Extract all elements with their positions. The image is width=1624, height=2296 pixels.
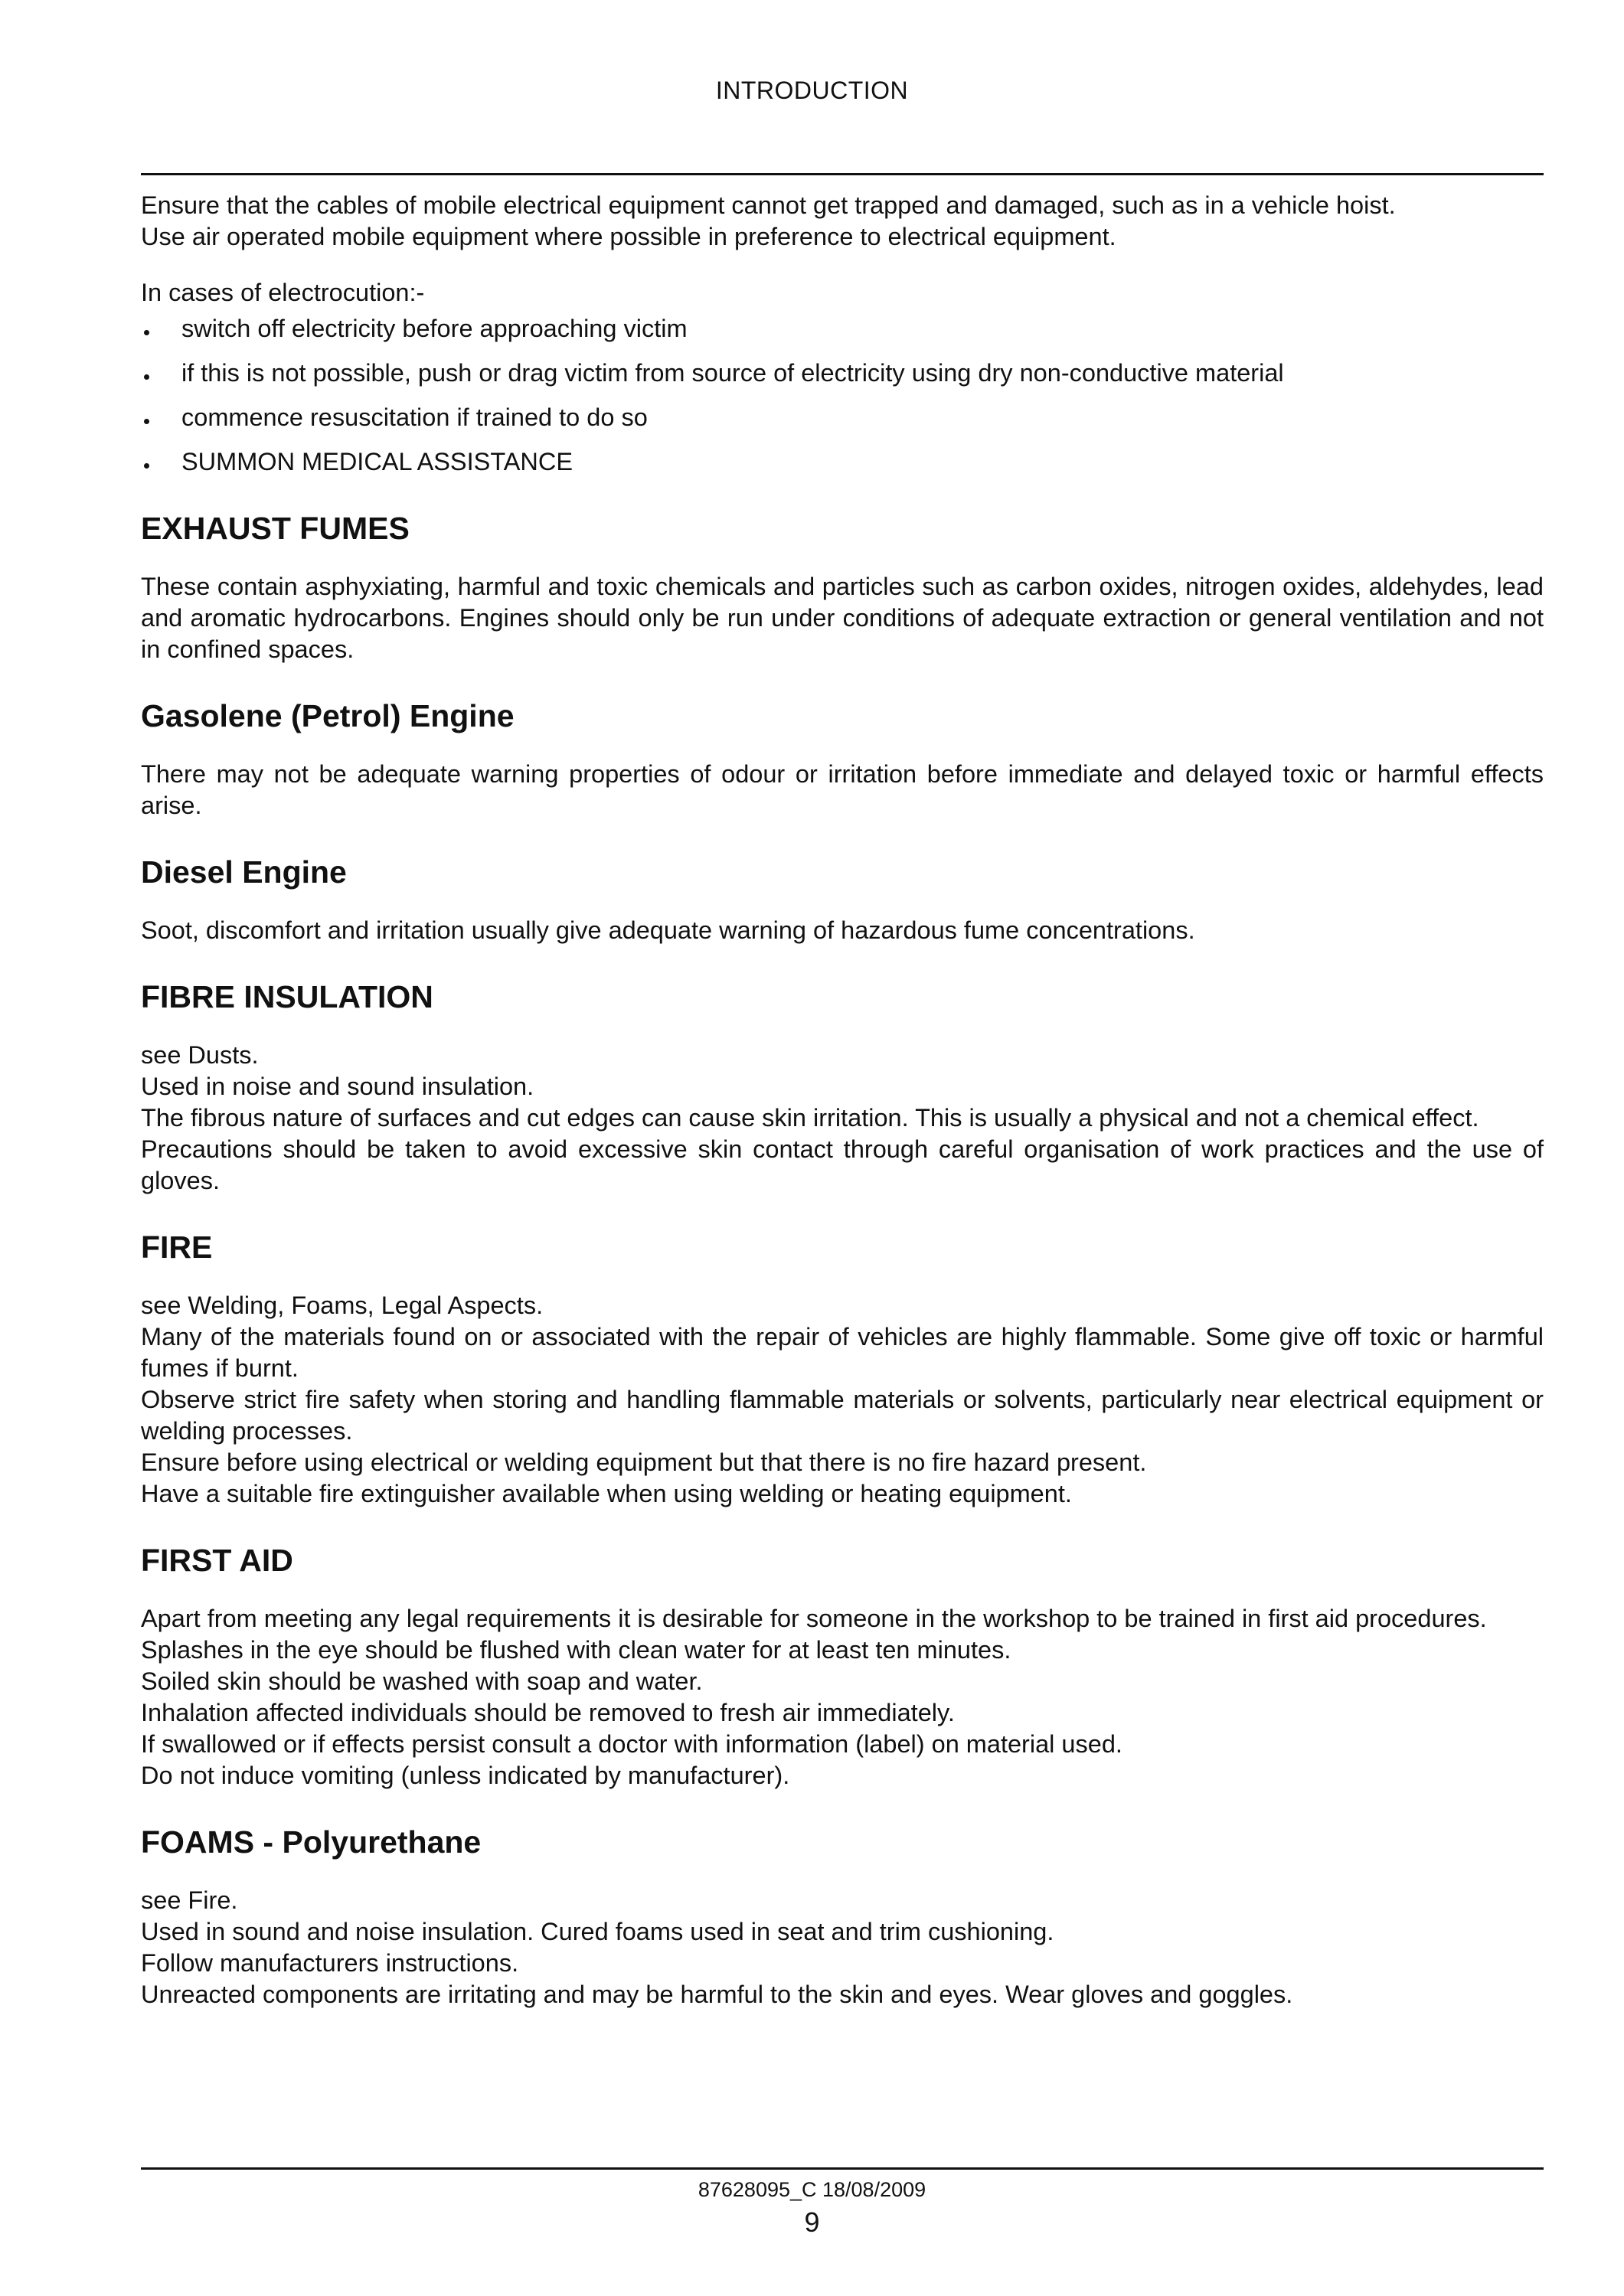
paragraph: Do not induce vomiting (unless indicated by manufacturer).	[141, 1762, 790, 1789]
electrocution-list	[141, 313, 1544, 478]
paragraph: There may not be adequate warning properties of odour or irritation before immediate and delayed toxic or harmful effects arise.	[141, 760, 1544, 819]
paragraph: Ensure that the cables of mobile electrical equipment cannot get trapped and damaged, such as in a vehicle hoist.	[141, 191, 1396, 219]
paragraph: Precautions should be taken to avoid excessive skin contact through careful organisation of work practices and the use of gloves.	[141, 1135, 1544, 1194]
section-heading-gasolene-engine: Gasolene (Petrol) Engine	[141, 698, 515, 733]
paragraph: Have a suitable fire extinguisher available when using welding or heating equipment.	[141, 1480, 1072, 1507]
paragraph: Inhalation affected individuals should be removed to fresh air immediately.	[141, 1699, 955, 1726]
document-id: 87628095_C 18/08/2009	[698, 2178, 926, 2201]
section-heading-first-aid: FIRST AID	[141, 1543, 293, 1578]
paragraph: Many of the materials found on or associated with the repair of vehicles are highly flammable. Some give off toxic or harmful fumes if burnt.	[141, 1323, 1544, 1382]
paragraph: Ensure before using electrical or welding equipment but that there is no fire hazard present.	[141, 1448, 1147, 1476]
list-item: commence resuscitation if trained to do so	[141, 402, 1544, 433]
paragraph: see Fire.	[141, 1886, 238, 1914]
page-header-title: INTRODUCTION	[715, 77, 909, 104]
header-divider	[141, 173, 1544, 175]
paragraph: Unreacted components are irritating and may be harmful to the skin and eyes. Wear gloves and goggles.	[141, 1981, 1293, 2008]
paragraph: Observe strict fire safety when storing and handling flammable materials or solvents, particularly near electrical equipment or welding processes.	[141, 1386, 1544, 1445]
section-heading-fibre-insulation: FIBRE INSULATION	[141, 979, 433, 1014]
section-heading-fire: FIRE	[141, 1230, 213, 1265]
paragraph: Used in sound and noise insulation. Cured foams used in seat and trim cushioning.	[141, 1918, 1054, 1945]
list-item: if this is not possible, push or drag victim from source of electricity using dry non-conductive material	[141, 358, 1544, 389]
page-body	[141, 190, 1544, 2010]
paragraph: Used in noise and sound insulation.	[141, 1073, 534, 1100]
paragraph: Follow manufacturers instructions.	[141, 1949, 519, 1977]
page-number: 9	[804, 2206, 820, 2238]
paragraph: The fibrous nature of surfaces and cut edges can cause skin irritation. This is usually a physical and not a chemical effect.	[141, 1104, 1479, 1132]
list-item: SUMMON MEDICAL ASSISTANCE	[141, 446, 1544, 478]
section-heading-foams: FOAMS - Polyurethane	[141, 1824, 482, 1860]
paragraph: Splashes in the eye should be flushed with clean water for at least ten minutes.	[141, 1636, 1011, 1664]
footer-divider	[141, 2167, 1544, 2170]
paragraph: Apart from meeting any legal requirements it is desirable for someone in the workshop to be trained in first aid procedures.	[141, 1605, 1487, 1632]
paragraph: see Welding, Foams, Legal Aspects.	[141, 1292, 544, 1319]
list-item: switch off electricity before approaching victim	[141, 313, 1544, 345]
paragraph: If swallowed or if effects persist consult a doctor with information (label) on material used.	[141, 1730, 1122, 1758]
paragraph: Soiled skin should be washed with soap and water.	[141, 1667, 703, 1695]
paragraph: see Dusts.	[141, 1041, 259, 1069]
paragraph: In cases of electrocution:-	[141, 279, 425, 306]
section-heading-diesel-engine: Diesel Engine	[141, 854, 347, 890]
section-heading-exhaust-fumes: EXHAUST FUMES	[141, 511, 410, 546]
paragraph: Soot, discomfort and irritation usually give adequate warning of hazardous fume concentrations.	[141, 916, 1195, 944]
paragraph: Use air operated mobile equipment where possible in preference to electrical equipment.	[141, 223, 1116, 250]
paragraph: These contain asphyxiating, harmful and toxic chemicals and particles such as carbon oxides, nitrogen oxides, aldehydes, lead and aromatic hydrocarbons. Engines should only be run under conditions of adequate extraction or general ventilation and not in confined spaces.	[141, 573, 1544, 663]
